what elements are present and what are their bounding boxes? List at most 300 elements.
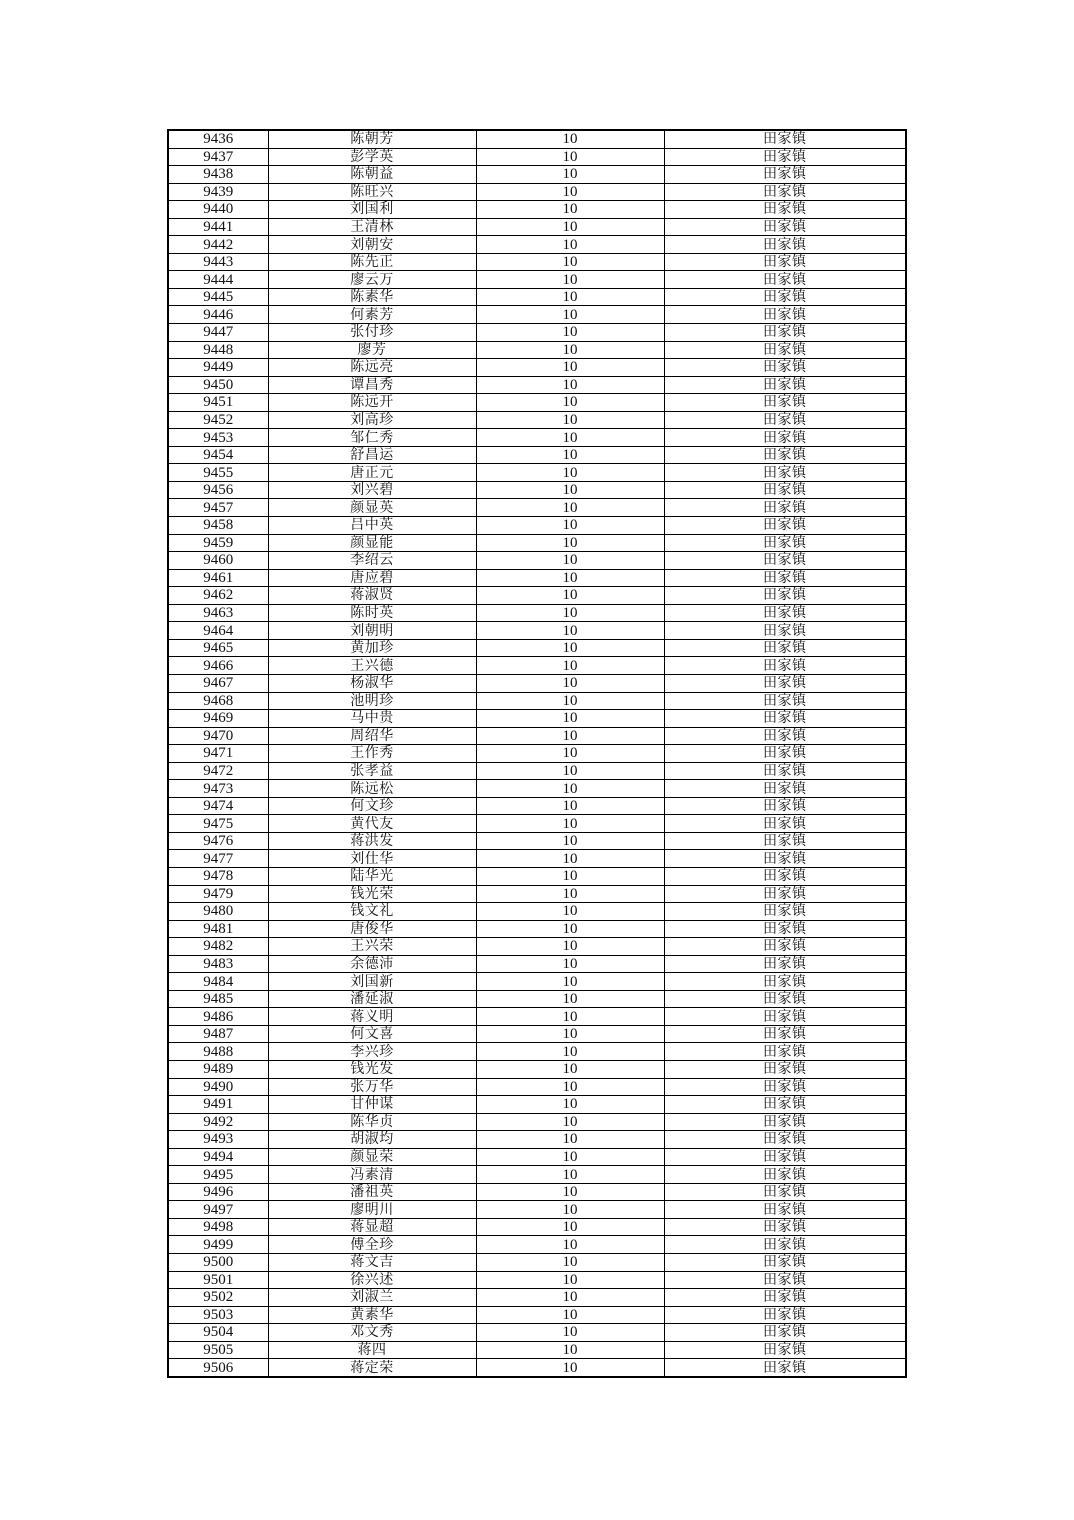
row-id-cell: 9457 [168, 499, 268, 517]
row-id-cell: 9498 [168, 1218, 268, 1236]
row-name-cell: 蒋淑贤 [268, 587, 476, 605]
row-name-cell: 王清林 [268, 218, 476, 236]
row-town-cell: 田家镇 [664, 481, 906, 499]
row-id-cell: 9441 [168, 218, 268, 236]
row-name-cell: 何文珍 [268, 797, 476, 815]
row-amount-cell: 10 [476, 1166, 664, 1184]
row-town-cell: 田家镇 [664, 552, 906, 570]
row-name-cell: 刘淑兰 [268, 1289, 476, 1307]
row-id-cell: 9490 [168, 1078, 268, 1096]
row-amount-cell: 10 [476, 1096, 664, 1114]
table-row [168, 1218, 906, 1236]
table-row [168, 166, 906, 184]
row-id-cell: 9437 [168, 148, 268, 166]
table-row [168, 920, 906, 938]
row-name-cell: 何素芳 [268, 306, 476, 324]
row-town-cell: 田家镇 [664, 148, 906, 166]
row-id-cell: 9447 [168, 324, 268, 342]
row-town-cell: 田家镇 [664, 534, 906, 552]
row-id-cell: 9505 [168, 1341, 268, 1359]
row-name-cell: 蒋义明 [268, 1008, 476, 1026]
row-amount-cell: 10 [476, 429, 664, 447]
row-name-cell: 余德沛 [268, 955, 476, 973]
row-id-cell: 9440 [168, 201, 268, 219]
row-id-cell: 9438 [168, 166, 268, 184]
row-id-cell: 9462 [168, 587, 268, 605]
table-row [168, 990, 906, 1008]
table-row [168, 1359, 906, 1377]
row-name-cell: 何文喜 [268, 1025, 476, 1043]
row-id-cell: 9466 [168, 657, 268, 675]
row-town-cell: 田家镇 [664, 499, 906, 517]
row-town-cell: 田家镇 [664, 183, 906, 201]
table-row [168, 552, 906, 570]
row-town-cell: 田家镇 [664, 745, 906, 763]
row-id-cell: 9477 [168, 850, 268, 868]
row-amount-cell: 10 [476, 850, 664, 868]
table-row [168, 218, 906, 236]
row-town-cell: 田家镇 [664, 657, 906, 675]
row-amount-cell: 10 [476, 446, 664, 464]
table-row [168, 288, 906, 306]
row-name-cell: 潘祖英 [268, 1183, 476, 1201]
row-amount-cell: 10 [476, 797, 664, 815]
row-town-cell: 田家镇 [664, 306, 906, 324]
row-name-cell: 潘延淑 [268, 990, 476, 1008]
row-name-cell: 傅全珍 [268, 1236, 476, 1254]
row-amount-cell: 10 [476, 324, 664, 342]
table-row [168, 1306, 906, 1324]
row-town-cell: 田家镇 [664, 429, 906, 447]
table-row [168, 481, 906, 499]
row-town-cell: 田家镇 [664, 920, 906, 938]
row-amount-cell: 10 [476, 815, 664, 833]
row-town-cell: 田家镇 [664, 464, 906, 482]
row-town-cell: 田家镇 [664, 1254, 906, 1272]
row-town-cell: 田家镇 [664, 639, 906, 657]
row-name-cell: 钱光发 [268, 1060, 476, 1078]
row-name-cell: 胡淑均 [268, 1131, 476, 1149]
table-row [168, 850, 906, 868]
row-town-cell: 田家镇 [664, 1306, 906, 1324]
table-row [168, 306, 906, 324]
row-amount-cell: 10 [476, 201, 664, 219]
table-row [168, 780, 906, 798]
row-id-cell: 9436 [168, 130, 268, 148]
row-id-cell: 9449 [168, 359, 268, 377]
row-id-cell: 9506 [168, 1359, 268, 1377]
row-id-cell: 9484 [168, 973, 268, 991]
row-id-cell: 9499 [168, 1236, 268, 1254]
table-row [168, 1078, 906, 1096]
row-amount-cell: 10 [476, 1008, 664, 1026]
row-name-cell: 蒋文吉 [268, 1254, 476, 1272]
row-amount-cell: 10 [476, 657, 664, 675]
table-row [168, 938, 906, 956]
table-row [168, 1060, 906, 1078]
row-amount-cell: 10 [476, 1236, 664, 1254]
row-id-cell: 9460 [168, 552, 268, 570]
row-id-cell: 9480 [168, 903, 268, 921]
row-name-cell: 陈华贞 [268, 1113, 476, 1131]
row-amount-cell: 10 [476, 1324, 664, 1342]
row-name-cell: 彭学英 [268, 148, 476, 166]
row-name-cell: 颜显英 [268, 499, 476, 517]
row-amount-cell: 10 [476, 306, 664, 324]
table-row [168, 727, 906, 745]
row-name-cell: 刘国利 [268, 201, 476, 219]
row-amount-cell: 10 [476, 990, 664, 1008]
row-id-cell: 9495 [168, 1166, 268, 1184]
row-amount-cell: 10 [476, 938, 664, 956]
row-name-cell: 颜显荣 [268, 1148, 476, 1166]
row-amount-cell: 10 [476, 376, 664, 394]
row-id-cell: 9468 [168, 692, 268, 710]
row-town-cell: 田家镇 [664, 253, 906, 271]
row-id-cell: 9485 [168, 990, 268, 1008]
table-row [168, 1113, 906, 1131]
row-town-cell: 田家镇 [664, 394, 906, 412]
row-amount-cell: 10 [476, 464, 664, 482]
row-town-cell: 田家镇 [664, 517, 906, 535]
row-amount-cell: 10 [476, 832, 664, 850]
row-amount-cell: 10 [476, 534, 664, 552]
row-name-cell: 王兴德 [268, 657, 476, 675]
row-amount-cell: 10 [476, 481, 664, 499]
row-id-cell: 9450 [168, 376, 268, 394]
row-town-cell: 田家镇 [664, 955, 906, 973]
row-amount-cell: 10 [476, 762, 664, 780]
row-town-cell: 田家镇 [664, 903, 906, 921]
row-town-cell: 田家镇 [664, 201, 906, 219]
table-row [168, 797, 906, 815]
table-row [168, 1271, 906, 1289]
row-name-cell: 陈远开 [268, 394, 476, 412]
row-amount-cell: 10 [476, 710, 664, 728]
table-row [168, 903, 906, 921]
row-amount-cell: 10 [476, 1306, 664, 1324]
row-town-cell: 田家镇 [664, 867, 906, 885]
row-amount-cell: 10 [476, 1113, 664, 1131]
row-id-cell: 9443 [168, 253, 268, 271]
row-id-cell: 9472 [168, 762, 268, 780]
row-id-cell: 9471 [168, 745, 268, 763]
row-name-cell: 马中贵 [268, 710, 476, 728]
row-town-cell: 田家镇 [664, 271, 906, 289]
row-id-cell: 9489 [168, 1060, 268, 1078]
row-amount-cell: 10 [476, 955, 664, 973]
register-table [167, 129, 907, 1378]
row-id-cell: 9451 [168, 394, 268, 412]
row-town-cell: 田家镇 [664, 797, 906, 815]
row-name-cell: 陈素华 [268, 288, 476, 306]
table-row [168, 1096, 906, 1114]
row-town-cell: 田家镇 [664, 1078, 906, 1096]
table-row [168, 183, 906, 201]
row-name-cell: 刘仕华 [268, 850, 476, 868]
row-amount-cell: 10 [476, 1131, 664, 1149]
row-amount-cell: 10 [476, 639, 664, 657]
table-row [168, 1289, 906, 1307]
row-amount-cell: 10 [476, 903, 664, 921]
row-id-cell: 9493 [168, 1131, 268, 1149]
row-amount-cell: 10 [476, 183, 664, 201]
table-row [168, 1236, 906, 1254]
table-row [168, 236, 906, 254]
row-id-cell: 9497 [168, 1201, 268, 1219]
row-town-cell: 田家镇 [664, 236, 906, 254]
row-name-cell: 陈远松 [268, 780, 476, 798]
row-name-cell: 吕中英 [268, 517, 476, 535]
row-id-cell: 9481 [168, 920, 268, 938]
row-name-cell: 刘朝安 [268, 236, 476, 254]
row-town-cell: 田家镇 [664, 990, 906, 1008]
table-row [168, 1341, 906, 1359]
row-id-cell: 9442 [168, 236, 268, 254]
table-row [168, 201, 906, 219]
row-id-cell: 9492 [168, 1113, 268, 1131]
row-amount-cell: 10 [476, 867, 664, 885]
table-row [168, 1201, 906, 1219]
row-id-cell: 9479 [168, 885, 268, 903]
row-name-cell: 陈旺兴 [268, 183, 476, 201]
table-row [168, 1324, 906, 1342]
row-town-cell: 田家镇 [664, 288, 906, 306]
row-id-cell: 9502 [168, 1289, 268, 1307]
table-row [168, 341, 906, 359]
row-amount-cell: 10 [476, 411, 664, 429]
row-name-cell: 谭昌秀 [268, 376, 476, 394]
row-town-cell: 田家镇 [664, 324, 906, 342]
row-town-cell: 田家镇 [664, 1166, 906, 1184]
row-amount-cell: 10 [476, 604, 664, 622]
table-row [168, 745, 906, 763]
row-name-cell: 刘兴碧 [268, 481, 476, 499]
row-name-cell: 唐俊华 [268, 920, 476, 938]
row-name-cell: 蒋定荣 [268, 1359, 476, 1377]
table-row [168, 1043, 906, 1061]
row-id-cell: 9459 [168, 534, 268, 552]
row-id-cell: 9461 [168, 569, 268, 587]
row-id-cell: 9444 [168, 271, 268, 289]
row-id-cell: 9487 [168, 1025, 268, 1043]
row-id-cell: 9469 [168, 710, 268, 728]
row-amount-cell: 10 [476, 1201, 664, 1219]
row-amount-cell: 10 [476, 727, 664, 745]
table-row [168, 1254, 906, 1272]
row-name-cell: 廖明川 [268, 1201, 476, 1219]
row-name-cell: 王作秀 [268, 745, 476, 763]
table-row [168, 604, 906, 622]
row-town-cell: 田家镇 [664, 130, 906, 148]
row-town-cell: 田家镇 [664, 569, 906, 587]
row-id-cell: 9463 [168, 604, 268, 622]
row-name-cell: 廖芳 [268, 341, 476, 359]
table-row [168, 1131, 906, 1149]
row-town-cell: 田家镇 [664, 1218, 906, 1236]
row-town-cell: 田家镇 [664, 762, 906, 780]
table-row [168, 1166, 906, 1184]
row-name-cell: 杨淑华 [268, 674, 476, 692]
table-row [168, 446, 906, 464]
table-row [168, 1148, 906, 1166]
row-id-cell: 9501 [168, 1271, 268, 1289]
row-amount-cell: 10 [476, 692, 664, 710]
row-amount-cell: 10 [476, 745, 664, 763]
row-id-cell: 9465 [168, 639, 268, 657]
row-town-cell: 田家镇 [664, 674, 906, 692]
table-row [168, 411, 906, 429]
row-town-cell: 田家镇 [664, 376, 906, 394]
table-row [168, 148, 906, 166]
row-name-cell: 甘仲谋 [268, 1096, 476, 1114]
table-row [168, 622, 906, 640]
row-name-cell: 陈先正 [268, 253, 476, 271]
row-name-cell: 周绍华 [268, 727, 476, 745]
row-town-cell: 田家镇 [664, 850, 906, 868]
row-id-cell: 9467 [168, 674, 268, 692]
table-row [168, 1183, 906, 1201]
table-row [168, 271, 906, 289]
row-id-cell: 9475 [168, 815, 268, 833]
row-amount-cell: 10 [476, 166, 664, 184]
row-id-cell: 9454 [168, 446, 268, 464]
row-id-cell: 9486 [168, 1008, 268, 1026]
row-amount-cell: 10 [476, 1183, 664, 1201]
row-town-cell: 田家镇 [664, 1183, 906, 1201]
row-id-cell: 9453 [168, 429, 268, 447]
row-name-cell: 李兴珍 [268, 1043, 476, 1061]
table-row [168, 517, 906, 535]
row-town-cell: 田家镇 [664, 1060, 906, 1078]
row-town-cell: 田家镇 [664, 1359, 906, 1377]
table-row [168, 832, 906, 850]
table-row [168, 359, 906, 377]
row-name-cell: 邓文秀 [268, 1324, 476, 1342]
table-row [168, 674, 906, 692]
row-town-cell: 田家镇 [664, 727, 906, 745]
row-id-cell: 9494 [168, 1148, 268, 1166]
row-name-cell: 黄加珍 [268, 639, 476, 657]
row-amount-cell: 10 [476, 271, 664, 289]
row-name-cell: 廖云万 [268, 271, 476, 289]
row-amount-cell: 10 [476, 394, 664, 412]
row-name-cell: 陈朝芳 [268, 130, 476, 148]
row-amount-cell: 10 [476, 674, 664, 692]
table-row [168, 885, 906, 903]
row-name-cell: 陆华光 [268, 867, 476, 885]
table-row [168, 973, 906, 991]
row-name-cell: 钱光荣 [268, 885, 476, 903]
row-amount-cell: 10 [476, 517, 664, 535]
row-amount-cell: 10 [476, 1359, 664, 1377]
row-town-cell: 田家镇 [664, 1113, 906, 1131]
row-town-cell: 田家镇 [664, 587, 906, 605]
table-row [168, 376, 906, 394]
row-name-cell: 蒋洪发 [268, 832, 476, 850]
row-id-cell: 9483 [168, 955, 268, 973]
row-town-cell: 田家镇 [664, 1236, 906, 1254]
row-amount-cell: 10 [476, 253, 664, 271]
row-id-cell: 9445 [168, 288, 268, 306]
row-town-cell: 田家镇 [664, 938, 906, 956]
row-amount-cell: 10 [476, 359, 664, 377]
row-town-cell: 田家镇 [664, 780, 906, 798]
row-name-cell: 邹仁秀 [268, 429, 476, 447]
table-row [168, 587, 906, 605]
row-town-cell: 田家镇 [664, 359, 906, 377]
table-row [168, 657, 906, 675]
row-id-cell: 9446 [168, 306, 268, 324]
row-id-cell: 9500 [168, 1254, 268, 1272]
row-id-cell: 9491 [168, 1096, 268, 1114]
row-name-cell: 蒋四 [268, 1341, 476, 1359]
row-amount-cell: 10 [476, 552, 664, 570]
row-name-cell: 王兴荣 [268, 938, 476, 956]
row-id-cell: 9464 [168, 622, 268, 640]
row-id-cell: 9470 [168, 727, 268, 745]
table-row [168, 253, 906, 271]
row-id-cell: 9448 [168, 341, 268, 359]
row-town-cell: 田家镇 [664, 1131, 906, 1149]
row-id-cell: 9439 [168, 183, 268, 201]
row-amount-cell: 10 [476, 130, 664, 148]
row-id-cell: 9488 [168, 1043, 268, 1061]
row-town-cell: 田家镇 [664, 1148, 906, 1166]
row-id-cell: 9458 [168, 517, 268, 535]
row-town-cell: 田家镇 [664, 218, 906, 236]
row-name-cell: 黄素华 [268, 1306, 476, 1324]
row-id-cell: 9474 [168, 797, 268, 815]
row-name-cell: 黄代友 [268, 815, 476, 833]
row-name-cell: 冯素清 [268, 1166, 476, 1184]
row-town-cell: 田家镇 [664, 1096, 906, 1114]
row-amount-cell: 10 [476, 780, 664, 798]
row-name-cell: 唐正元 [268, 464, 476, 482]
row-amount-cell: 10 [476, 1060, 664, 1078]
row-name-cell: 张万华 [268, 1078, 476, 1096]
table-row [168, 762, 906, 780]
row-town-cell: 田家镇 [664, 166, 906, 184]
row-amount-cell: 10 [476, 148, 664, 166]
row-amount-cell: 10 [476, 1148, 664, 1166]
row-name-cell: 陈时英 [268, 604, 476, 622]
row-town-cell: 田家镇 [664, 815, 906, 833]
row-name-cell: 钱文礼 [268, 903, 476, 921]
row-amount-cell: 10 [476, 1289, 664, 1307]
row-amount-cell: 10 [476, 973, 664, 991]
table-row [168, 429, 906, 447]
row-amount-cell: 10 [476, 1078, 664, 1096]
row-town-cell: 田家镇 [664, 1043, 906, 1061]
table-row [168, 1025, 906, 1043]
row-id-cell: 9496 [168, 1183, 268, 1201]
row-amount-cell: 10 [476, 1341, 664, 1359]
row-amount-cell: 10 [476, 1043, 664, 1061]
row-name-cell: 舒昌运 [268, 446, 476, 464]
table-row [168, 569, 906, 587]
table-row [168, 692, 906, 710]
row-name-cell: 张付珍 [268, 324, 476, 342]
row-town-cell: 田家镇 [664, 1025, 906, 1043]
table-row [168, 499, 906, 517]
table-row [168, 955, 906, 973]
row-town-cell: 田家镇 [664, 1008, 906, 1026]
row-id-cell: 9482 [168, 938, 268, 956]
row-town-cell: 田家镇 [664, 710, 906, 728]
row-town-cell: 田家镇 [664, 1341, 906, 1359]
table-row [168, 130, 906, 148]
